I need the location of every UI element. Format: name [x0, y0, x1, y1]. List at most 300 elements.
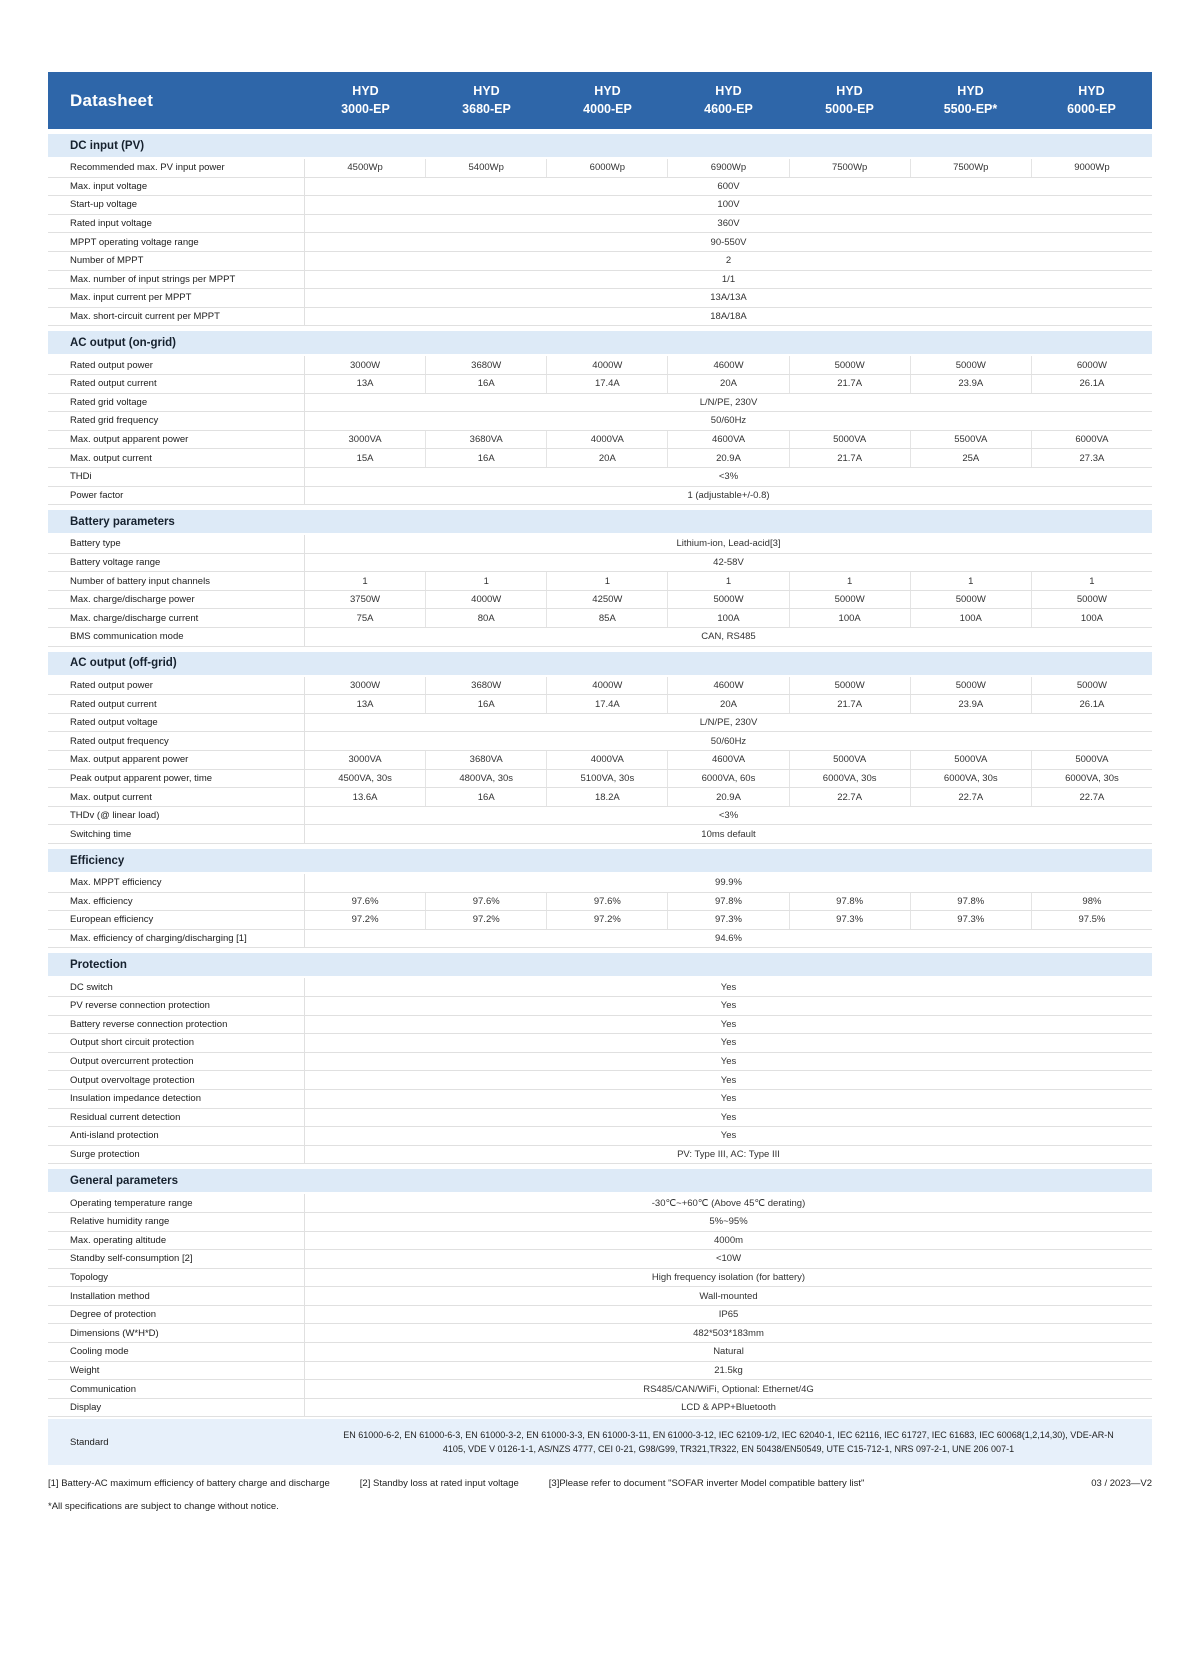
row-label: Installation method	[48, 1287, 305, 1305]
row-value-merged: 5%~95%	[709, 1216, 748, 1228]
spec-row	[48, 375, 1152, 394]
row-value-cell: 4500VA, 30s	[338, 772, 392, 784]
spec-row	[48, 431, 1152, 450]
row-value-merged: Yes	[720, 1130, 737, 1142]
spec-row	[48, 1194, 1152, 1213]
section-header: Battery parameters	[48, 510, 1152, 533]
spec-row	[48, 1127, 1152, 1146]
row-value-merged: Yes	[720, 1018, 737, 1030]
row-value-cell: 3750W	[350, 594, 381, 606]
row-value-cell: 3000W	[350, 359, 381, 371]
row-value-cell: 20A	[546, 449, 667, 467]
row-value-cell: 5000W	[789, 677, 910, 695]
model-brand: HYD	[957, 84, 984, 98]
row-value-merged: <10W	[715, 1253, 742, 1265]
row-value-cell: 5000W	[667, 591, 788, 609]
row-value-cell: 97.6%	[351, 895, 379, 907]
spec-row	[48, 1146, 1152, 1165]
spec-row	[48, 1343, 1152, 1362]
row-value-cell: 5000W	[1031, 677, 1152, 695]
row-value-cell: 26.1A	[1031, 375, 1152, 393]
spec-row	[48, 233, 1152, 252]
row-label: MPPT operating voltage range	[48, 233, 305, 251]
spec-row	[48, 1269, 1152, 1288]
row-cells	[305, 677, 1152, 695]
section-header: DC input (PV)	[48, 134, 1152, 157]
row-value-merged: Yes	[720, 981, 737, 993]
spec-row	[48, 572, 1152, 591]
row-cells	[305, 449, 1152, 467]
row-value-cell: 97.8%	[667, 893, 788, 911]
row-label: Anti-island protection	[48, 1127, 305, 1145]
model-brand: HYD	[473, 84, 500, 98]
row-label: Max. input current per MPPT	[48, 289, 305, 307]
row-value-merged: IP65	[718, 1309, 739, 1321]
row-cells	[305, 770, 1152, 788]
row-value-cell: 18.2A	[546, 788, 667, 806]
row-value-cell: 4000W	[425, 591, 546, 609]
row-value-merged: 13A/13A	[710, 292, 747, 304]
row-label: Relative humidity range	[48, 1213, 305, 1231]
row-value-cell: 100A	[1031, 609, 1152, 627]
spec-row	[48, 252, 1152, 271]
row-label: Max. number of input strings per MPPT	[48, 271, 305, 289]
row-cells	[305, 375, 1152, 393]
spec-row	[48, 1213, 1152, 1232]
datasheet-topbar	[48, 72, 1152, 129]
model-column-headers	[305, 72, 1152, 129]
row-label: Operating temperature range	[48, 1194, 305, 1212]
row-value-cell: 97.2%	[546, 911, 667, 929]
row-value-cell: 5000W	[789, 356, 910, 374]
row-value-cell: 4800VA, 30s	[425, 770, 546, 788]
standard-text: EN 61000-6-2, EN 61000-6-3, EN 61000-3-2, EN 61000-3-3, EN 61000-3-11, EN 61000-3-12, IEC 62109-1/2, IEC 62040-1, IEC 62116, IEC 61727, IEC 61683, IEC 60068(1,2,14,30), VDE-AR-N 4105, VDE V 0126-1-1, AS/NZS 4777, CEI 0-21, G98/G99, TR321,TR322, EN 50438/EN50549, UTE C15-712-1, NRS 097-2-1, UNE 206 007-1	[343, 1430, 1114, 1455]
row-value-cell: 16A	[425, 695, 546, 713]
model-name: 3000-EP	[341, 101, 390, 116]
row-value-cell: 1	[362, 575, 368, 587]
spec-row	[48, 874, 1152, 893]
spec-row	[48, 394, 1152, 413]
row-label: Insulation impedance detection	[48, 1090, 305, 1108]
row-label: THDi	[48, 468, 305, 486]
row-value-cell: 3680W	[425, 356, 546, 374]
section-header: AC output (on-grid)	[48, 331, 1152, 354]
row-label: DC switch	[48, 978, 305, 996]
row-value-merged: 600V	[717, 180, 740, 192]
row-value-cell: 5000W	[910, 591, 1031, 609]
row-label: Max. charge/discharge power	[48, 591, 305, 609]
row-cells	[305, 591, 1152, 609]
row-value-cell: 6000VA, 60s	[667, 770, 788, 788]
row-label: Battery type	[48, 535, 305, 553]
row-value-cell: 3680W	[425, 677, 546, 695]
row-value-cell: 17.4A	[546, 695, 667, 713]
row-value-merged: CAN, RS485	[701, 631, 756, 643]
row-value-cell: 1	[1031, 572, 1152, 590]
row-value-cell: 4500Wp	[347, 162, 383, 174]
row-value-merged: Natural	[713, 1346, 744, 1358]
spec-row	[48, 751, 1152, 770]
row-label: Communication	[48, 1380, 305, 1398]
row-label: Max. input voltage	[48, 178, 305, 196]
row-value-cell: 9000Wp	[1031, 159, 1152, 177]
page-title: Datasheet	[70, 90, 154, 110]
row-value-cell: 7500Wp	[789, 159, 910, 177]
row-label: Residual current detection	[48, 1109, 305, 1127]
row-value-merged: LCD & APP+Bluetooth	[681, 1402, 776, 1414]
section-header: Efficiency	[48, 849, 1152, 872]
row-label: Max. short-circuit current per MPPT	[48, 308, 305, 326]
row-value-merged: Yes	[720, 1056, 737, 1068]
row-value-cell: 20A	[667, 375, 788, 393]
row-value-merged: 50/60Hz	[710, 735, 747, 747]
row-value-cell: 16A	[425, 375, 546, 393]
row-value-cell: 22.7A	[1031, 788, 1152, 806]
spec-row	[48, 807, 1152, 826]
row-value-merged: RS485/CAN/WiFi, Optional: Ethernet/4G	[643, 1383, 814, 1395]
row-cells	[305, 356, 1152, 374]
spec-row	[48, 178, 1152, 197]
row-value-cell: 13.6A	[352, 791, 378, 803]
row-value-cell: 3000VA	[348, 434, 382, 446]
row-value-cell: 97.6%	[546, 893, 667, 911]
row-label: Start-up voltage	[48, 196, 305, 214]
model-name: 5000-EP	[825, 101, 874, 116]
spec-row	[48, 825, 1152, 844]
row-label: Rated output current	[48, 375, 305, 393]
standard-row	[48, 1419, 1152, 1465]
row-value-cell: 97.2%	[425, 911, 546, 929]
spec-row	[48, 770, 1152, 789]
row-value-cell: 97.2%	[351, 914, 379, 926]
row-label: BMS communication mode	[48, 628, 305, 646]
row-value-cell: 4600VA	[667, 431, 788, 449]
row-value-merged: 94.6%	[715, 933, 742, 945]
row-value-merged: -30℃~+60℃ (Above 45℃ derating)	[651, 1197, 806, 1209]
spec-row	[48, 1071, 1152, 1090]
spec-row	[48, 1324, 1152, 1343]
model-name: 3680-EP	[462, 101, 511, 116]
row-label: Degree of protection	[48, 1306, 305, 1324]
row-value-merged: 482*503*183mm	[693, 1327, 764, 1339]
spec-row	[48, 215, 1152, 234]
spec-row	[48, 930, 1152, 949]
row-label: Surge protection	[48, 1146, 305, 1164]
footnote-3: [3]Please refer to document "SOFAR inverter Model compatible battery list"	[548, 1478, 865, 1490]
row-value-merged: Yes	[720, 1111, 737, 1123]
spec-row	[48, 468, 1152, 487]
row-value-cell: 75A	[356, 612, 374, 624]
row-value-cell: 5500VA	[910, 431, 1031, 449]
row-value-cell: 5000VA	[789, 431, 910, 449]
row-value-cell: 100A	[910, 609, 1031, 627]
row-value-cell: 80A	[425, 609, 546, 627]
section-header: Protection	[48, 953, 1152, 976]
model-header	[910, 83, 1031, 118]
row-label: Rated input voltage	[48, 215, 305, 233]
row-value-cell: 4000W	[546, 677, 667, 695]
row-value-cell: 5000W	[1031, 591, 1152, 609]
spec-row	[48, 591, 1152, 610]
spec-row	[48, 1090, 1152, 1109]
spec-row	[48, 893, 1152, 912]
row-value-merged: PV: Type III, AC: Type III	[677, 1149, 780, 1161]
row-value-cell: 17.4A	[546, 375, 667, 393]
row-label: Switching time	[48, 825, 305, 843]
row-value-merged: 18A/18A	[710, 311, 747, 323]
row-value-cell: 7500Wp	[910, 159, 1031, 177]
row-value-cell: 100A	[789, 609, 910, 627]
row-value-cell: 16A	[425, 788, 546, 806]
row-value-cell: 16A	[425, 449, 546, 467]
row-label: Cooling mode	[48, 1343, 305, 1361]
row-value-cell: 97.5%	[1031, 911, 1152, 929]
row-cells	[305, 572, 1152, 590]
doc-version: 03 / 2023—V2	[1091, 1478, 1152, 1490]
footnote-1: [1] Battery-AC maximum efficiency of battery charge and discharge	[48, 1478, 330, 1490]
row-label: Max. MPPT efficiency	[48, 874, 305, 892]
row-label: Dimensions (W*H*D)	[48, 1324, 305, 1342]
row-value-cell: 98%	[1031, 893, 1152, 911]
row-label: Recommended max. PV input power	[48, 159, 305, 177]
model-brand: HYD	[715, 84, 742, 98]
row-value-cell: 6000Wp	[546, 159, 667, 177]
row-value-merged: Wall-mounted	[699, 1290, 758, 1302]
row-label: Rated output current	[48, 695, 305, 713]
row-label: Max. output apparent power	[48, 751, 305, 769]
section-header: General parameters	[48, 1169, 1152, 1192]
row-label: Display	[48, 1399, 305, 1417]
row-value-cell: 13A	[356, 698, 374, 710]
row-value-cell: 4000W	[546, 356, 667, 374]
spec-row	[48, 628, 1152, 647]
row-value-merged: 4000m	[713, 1234, 744, 1246]
spec-row	[48, 1053, 1152, 1072]
row-value-merged: Yes	[720, 1037, 737, 1049]
row-value-merged: Lithium-ion, Lead-acid[3]	[676, 538, 781, 550]
row-value-cell: 6900Wp	[667, 159, 788, 177]
spec-row	[48, 289, 1152, 308]
row-value-cell: 23.9A	[910, 695, 1031, 713]
row-value-cell: 5000W	[910, 677, 1031, 695]
row-label: Rated grid voltage	[48, 394, 305, 412]
row-label: Power factor	[48, 487, 305, 505]
row-value-merged: 99.9%	[715, 877, 742, 889]
row-value-cell: 25A	[910, 449, 1031, 467]
row-label: Max. output apparent power	[48, 431, 305, 449]
spec-row	[48, 732, 1152, 751]
model-brand: HYD	[836, 84, 863, 98]
row-value-cell: 5100VA, 30s	[546, 770, 667, 788]
row-label: Max. charge/discharge current	[48, 609, 305, 627]
section-header: AC output (off-grid)	[48, 652, 1152, 675]
spec-row	[48, 1362, 1152, 1381]
spec-row	[48, 978, 1152, 997]
row-value-cell: 97.8%	[910, 893, 1031, 911]
spec-row	[48, 1399, 1152, 1418]
row-label: Battery voltage range	[48, 554, 305, 572]
row-value-cell: 97.8%	[789, 893, 910, 911]
spec-row	[48, 356, 1152, 375]
row-value-merged: 2	[725, 255, 732, 267]
row-value-cell: 20.9A	[667, 788, 788, 806]
row-value-merged: <3%	[718, 810, 739, 822]
row-value-cell: 13A	[356, 378, 374, 390]
spec-row	[48, 1380, 1152, 1399]
row-value-cell: 26.1A	[1031, 695, 1152, 713]
row-label: Topology	[48, 1269, 305, 1287]
row-label: Standby self-consumption [2]	[48, 1250, 305, 1268]
row-value-cell: 6000VA, 30s	[1031, 770, 1152, 788]
row-label: Max. efficiency of charging/discharging [1]	[48, 930, 305, 948]
row-label: Max. output current	[48, 788, 305, 806]
row-value-cell: 5400Wp	[425, 159, 546, 177]
row-label: Rated output voltage	[48, 714, 305, 732]
row-cells	[305, 159, 1152, 177]
row-value-merged: L/N/PE, 230V	[699, 396, 758, 408]
spec-row	[48, 271, 1152, 290]
row-value-cell: 6000VA, 30s	[789, 770, 910, 788]
spec-table	[48, 134, 1152, 1417]
spec-row	[48, 677, 1152, 696]
row-value-cell: 6000W	[1031, 356, 1152, 374]
spec-row	[48, 412, 1152, 431]
model-header	[1031, 83, 1152, 118]
spec-row	[48, 1287, 1152, 1306]
row-value-cell: 5000VA	[789, 751, 910, 769]
model-header	[426, 83, 547, 118]
row-value-cell: 3680VA	[425, 751, 546, 769]
row-label: THDv (@ linear load)	[48, 807, 305, 825]
row-value-cell: 4250W	[546, 591, 667, 609]
row-value-cell: 5000VA	[1031, 751, 1152, 769]
row-value-cell: 4600W	[667, 677, 788, 695]
row-label: Number of battery input channels	[48, 572, 305, 590]
row-value-cell: 21.7A	[789, 449, 910, 467]
row-value-merged: High frequency isolation (for battery)	[651, 1271, 806, 1283]
row-value-cell: 6000VA	[1031, 431, 1152, 449]
row-value-merged: Yes	[720, 1093, 737, 1105]
row-value-cell: 3000VA	[348, 754, 382, 766]
model-header	[547, 83, 668, 118]
model-brand: HYD	[352, 84, 379, 98]
row-value-cell: 1	[546, 572, 667, 590]
row-value-cell: 5000W	[789, 591, 910, 609]
row-value-merged: 360V	[717, 218, 740, 230]
row-cells	[305, 751, 1152, 769]
row-value-cell: 97.6%	[425, 893, 546, 911]
spec-row	[48, 1034, 1152, 1053]
row-value-merged: Yes	[720, 1074, 737, 1086]
row-value-cell: 100A	[667, 609, 788, 627]
row-value-merged: <3%	[718, 471, 739, 483]
model-name: 6000-EP	[1067, 101, 1116, 116]
row-cells	[305, 609, 1152, 627]
model-header	[668, 83, 789, 118]
spec-row	[48, 609, 1152, 628]
row-value-cell: 1	[789, 572, 910, 590]
row-value-cell: 1	[425, 572, 546, 590]
row-value-cell: 4000VA	[546, 431, 667, 449]
spec-row	[48, 714, 1152, 733]
row-cells	[305, 431, 1152, 449]
model-brand: HYD	[594, 84, 621, 98]
row-value-cell: 6000VA, 30s	[910, 770, 1031, 788]
row-value-merged: 50/60Hz	[710, 415, 747, 427]
model-name: 4000-EP	[583, 101, 632, 116]
row-label: Rated output power	[48, 677, 305, 695]
row-value-cell: 22.7A	[910, 788, 1031, 806]
row-label: Output overvoltage protection	[48, 1071, 305, 1089]
row-cells	[305, 911, 1152, 929]
spec-row	[48, 997, 1152, 1016]
row-value-cell: 22.7A	[789, 788, 910, 806]
row-value-cell: 23.9A	[910, 375, 1031, 393]
row-value-cell: 97.3%	[910, 911, 1031, 929]
specs-change-note: *All specifications are subject to change without notice.	[48, 1501, 279, 1513]
spec-row	[48, 308, 1152, 327]
row-value-cell: 27.3A	[1031, 449, 1152, 467]
row-label: Rated output power	[48, 356, 305, 374]
model-header	[789, 83, 910, 118]
row-cells	[305, 695, 1152, 713]
row-label: European efficiency	[48, 911, 305, 929]
footnote-2: [2] Standby loss at rated input voltage	[359, 1478, 519, 1490]
row-value-merged: 100V	[717, 199, 740, 211]
row-value-cell: 5000VA	[910, 751, 1031, 769]
row-value-cell: 97.3%	[667, 911, 788, 929]
row-cells	[305, 893, 1152, 911]
row-label: Battery reverse connection protection	[48, 1016, 305, 1034]
row-value-cell: 20.9A	[667, 449, 788, 467]
row-value-cell: 20A	[667, 695, 788, 713]
row-value-cell: 3680VA	[425, 431, 546, 449]
row-label: PV reverse connection protection	[48, 997, 305, 1015]
spec-row	[48, 196, 1152, 215]
row-label: Output short circuit protection	[48, 1034, 305, 1052]
row-value-cell: 21.7A	[789, 695, 910, 713]
row-value-cell: 4600W	[667, 356, 788, 374]
row-value-cell: 85A	[546, 609, 667, 627]
spec-row	[48, 159, 1152, 178]
row-value-merged: L/N/PE, 230V	[699, 717, 758, 729]
row-value-cell: 4600VA	[667, 751, 788, 769]
model-name: 4600-EP	[704, 101, 753, 116]
row-value-cell: 21.7A	[789, 375, 910, 393]
row-label: Max. efficiency	[48, 893, 305, 911]
spec-row	[48, 487, 1152, 506]
row-label: Max. operating altitude	[48, 1232, 305, 1250]
spec-row	[48, 535, 1152, 554]
footnotes	[48, 1478, 1152, 1489]
spec-row	[48, 1016, 1152, 1035]
spec-row	[48, 554, 1152, 573]
spec-row	[48, 1232, 1152, 1251]
row-value-cell: 3000W	[350, 679, 381, 691]
row-label: Standard	[70, 1436, 109, 1448]
row-value-cell: 1	[910, 572, 1031, 590]
spec-row	[48, 788, 1152, 807]
model-name: 5500-EP*	[943, 101, 998, 116]
model-header	[305, 83, 426, 118]
model-brand: HYD	[1078, 84, 1105, 98]
row-value-merged: 90-550V	[710, 236, 747, 248]
row-cells	[305, 788, 1152, 806]
row-value-cell: 5000W	[910, 356, 1031, 374]
row-label: Rated output frequency	[48, 732, 305, 750]
row-value-merged: 1/1	[721, 273, 736, 285]
spec-row	[48, 911, 1152, 930]
